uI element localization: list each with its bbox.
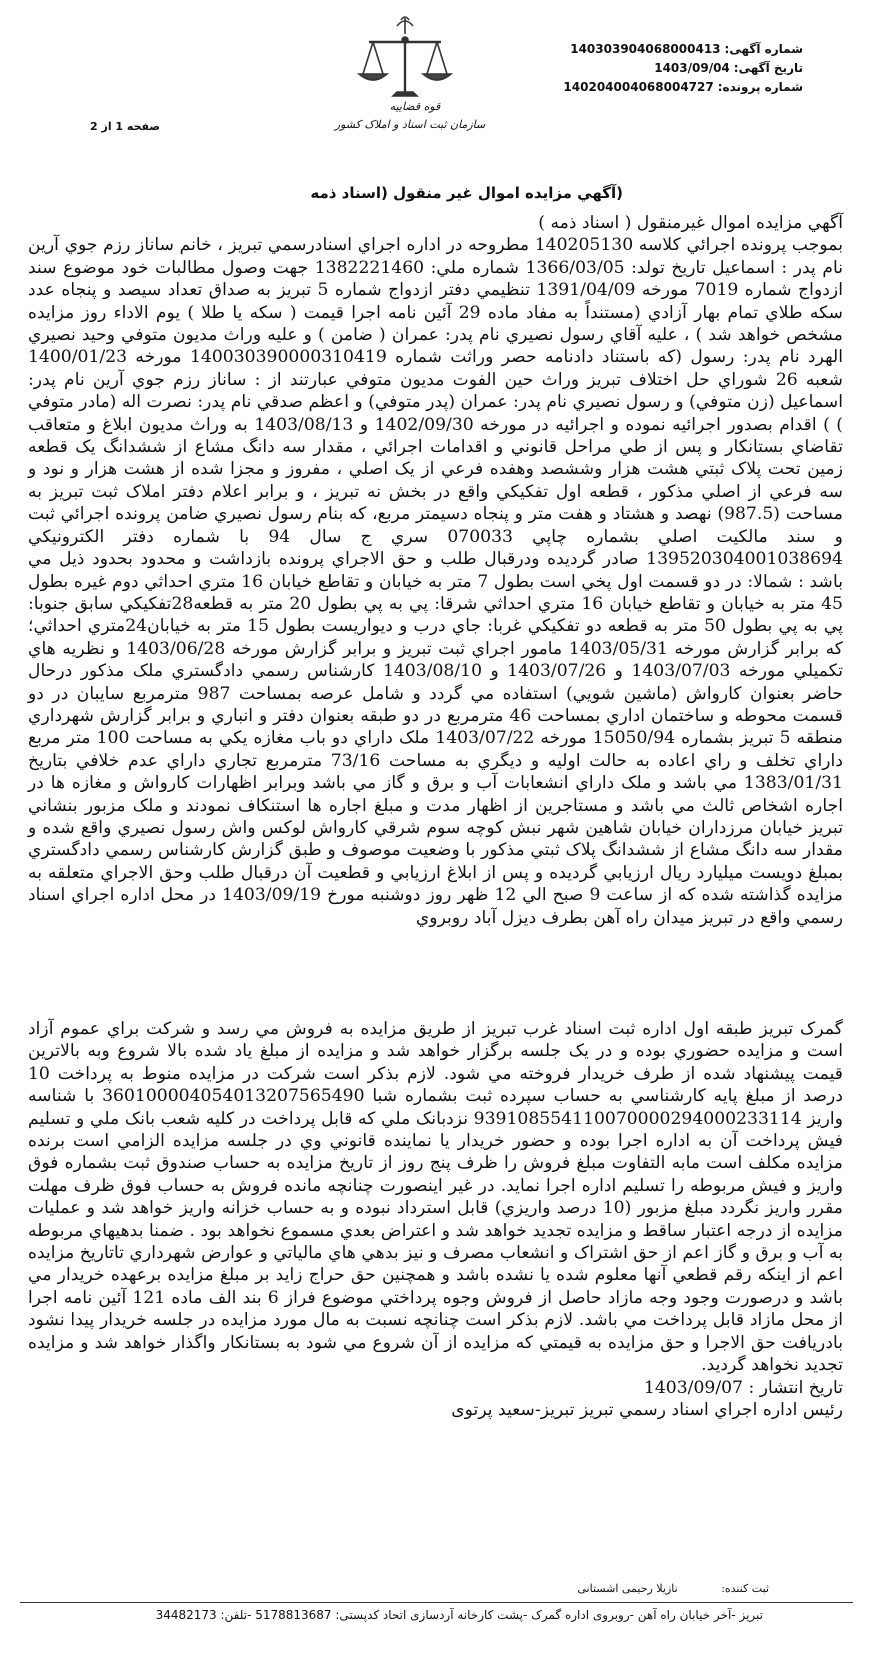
ad-date-label: تاریخ آگهی: <box>733 61 803 75</box>
notice-main-paragraph: بموجب پرونده اجرائي کلاسه 140205130 مطروحه در اداره اجراي اسنادرسمي تبريز ، خانم ساناز رزم جوي آرين نام پدر : اسماعيل تاريخ تولد: 1366/03/05 شماره ملي: 1382221460 جهت وصول مطالبات خود موضوع سند ازدواج شماره 7019 مورخه 1391/04/09 تنظيمي دفتر ازدواج شماره 5 تبريز به صداق تعداد سيصد و پنجاه عدد سکه طلاي تمام بهار آزادي (مستنداً به مفاد ماده 29 آئين نامه اجرا قيمت ( سکه يا طلا ) يوم الاداء روز مزايده مشخص خواهد شد ) ، عليه آقاي رسول نصيري نام پدر: عمران ( ضامن ) و عليه وراث مديون متوفي وحيد نصيري الهرد نام پدر: رسول (که باستناد دادنامه حصر وراثت شماره 140030390000310419 مورخه 1400/01/23 شعبه 26 شوراي حل اختلاف تبريز وراث حين الفوت مديون متوفي عبارتند از : ساناز رزم جوي آرين نام پدر: اسماعيل (زن متوفي) و رسول نصيري نام پدر: عمران (پدر متوفي) و اعظم صدقي نام پدر: نصرت اله (مادر متوفي ) ) اقدام بصدور اجرائيه نموده و اجرائيه در مورخه 1402/09/30 و 1403/08/13 به وراث مديون ابلاغ و متعاقب تقاضاي بستانکار و پس از طي مراحل قانوني و اقدامات اجرائي ، مقدار سه دانگ مشاع از ششدانگ يک قطعه زمين تحت پلاک ثبتي هشت هزار وششصد وهفده فرعي از يک اصلي ، مفروز و مجزا شده از هشت هزار و نود و سه فرعي از اصلي مذکور ، قطعه اول تفکيکي واقع در بخش نه تبريز ، و برابر اعلام دفتر املاک ثبت تبريز به مساحت (987.5) نهصد و هشتاد و هفت متر و پنجاه دسيمتر مربع، که بنام رسول نصيري ضامن پرونده اجرائي ثبت و سند مالکيت اصلي بشماره چاپي 070033 سري ج سال 94 با شماره دفتر الکترونيکي 139520304001038694 صادر گرديده ودرقبال طلب و حق الاجراي پرونده بازداشت و محدود بحدود ذيل مي باشد : شمالا: در دو قسمت اول پخي است بطول 7 متر به خيابان و تقاطع خيابان 16 متري احداثي دوم غيره بطول 45 متر به خيابان و تقاطع خيابان 16 متري احداثي شرقا: پي به پي بطول 20 متر به قطعه28تفکيکي سابق جنوبا: پي به پي بطول 50 متر به قطعه دو تفکيکي غربا: جاي درب و ديواريست بطول 15 متر به خيابان24متري احداثي؛ که برابر گزارش مورخه 1403/05/31 مامور اجراي ثبت تبريز و برابر گزارش مورخه 1403/06/28 و نظريه هاي تکميلي مورخه 1403/07/03 و 1403/07/26 و 1403/08/10 کارشناس رسمي دادگستري ملک مذکور درحال حاضر بعنوان کارواش (ماشين شويي) استفاده مي گردد و شامل عرصه بمساحت 987 مترمربع سايبان در دو قسمت محوطه و ساختمان اداري بمساحت 46 مترمربع در دو طبقه بعنوان دفتر و انباري و برابر گزارش شهرداري منطقه 5 تبريز بشماره 15050/94 مورخه 1403/07/22 ملک داراي دو باب مغازه يکي به مساحت 100 متر مربع داراي تخلف و راي اعاده به حالت اوليه و ديگري به مساحت 73/16 مترمربع تجاري داراي عدم خلافي بتاريخ 1383/01/31 مي باشد و ملک داراي انشعابات آب و برق و گاز مي باشد وبرابر اظهارات کارواش و مغازه ها در اجاره اشخاص ثالث مي باشد و مستاجرين از اظهار مدت و مبلغ اجاره ها استنکاف نمودند و ملک مزبور بنشاني تبريز خيابان مرزداران خيابان شاهين شهر نبش کوچه سوم شرقي کارواش لوکس واش رسول نصيري واقع شده و مقدار سه دانگ مشاع از ششدانگ پلاک ثبتي مذکور با وضعيت موصوف و طبق گزارش کارشناس رسمي دادگستري بمبلغ دويست ميليارد ريال ارزيابي گرديده و پس از ابلاغ ارزيابي و قطعيت آن درقبال طلب وحق الاجراي متعلقه به مزايده گذاشته شده که از ساعت 9 صبح الي 12 ظهر روز دوشنبه مورخ 1403/09/19 در محل اداره اجراي اسناد رسمي واقع در تبريز ميدان راه آهن بطرف ديزل آباد روبروي <box>28 235 844 928</box>
ad-date: 1403/09/04 <box>654 61 730 75</box>
signature-line: رئيس اداره اجراي اسناد رسمي تبريز تبريز-سعيد پرتوی <box>451 1399 843 1420</box>
notice-terms-paragraph: گمرک تبريز طبقه اول اداره ثبت اسناد غرب تبريز از طريق مزايده به فروش مي رسد و شرکت براي عموم آزاد است و مزايده حضوري بوده و در يک جلسه برگزار خواهد شد و مزايده از مبلغ ياد شده بالا شروع وبه بالاترين قيمت پيشنهاد شده از طرف خريدار فروخته مي شود. لازم بذکر است شرکت در مزايده منوط به پرداخت 10 درصد از مبلغ پايه کارشناسي به حساب سپرده ثبت بشماره شبا 360100004054013207565490 با شناسه واريز 939108554110070000294000233114 نزدبانک ملي که قابل پرداخت در کليه شعب بانک ملي و تسليم فيش پرداخت آن به اداره اجرا بوده و حضور خريدار يا نماينده قانوني وي در جلسه مزايده الزامي است برنده مزايده مکلف است مابه التفاوت مبلغ فروش را ظرف پنج روز از تاريخ مزايده به حساب صندوق ثبت بشماره فوق واريز و فيش مربوطه را تسليم اداره اجرا نمايد. در غير اينصورت چنانچه مانده فروش به حساب فوق ظرف مهلت مقرر واريز نگردد مبلغ مزبور (10 درصد واريزي) قابل استرداد نبوده و به حساب خزانه واريز خواهد شد و عمليات مزايده از درجه اعتبار ساقط و مزايده تجديد خواهد شد و اعتراض بعدي مسموع نخواهد بود . ضمنا بدهيهاي مربوطه به آب و برق و گاز اعم از حق اشتراک و انشعاب مصرف و نيز بدهي هاي مالياتي و عوارض شهرداري تاتاريخ مزايده اعم از اينکه رقم قطعي آنها معلوم شده يا نشده باشد و همچنين حق حراج زايد بر مبلغ مزايده برعهده خريدار مي باشد و درصورت وجود وجه مازاد حاصل از فروش وجوه پرداختي موضوع فراز 6 بند الف ماده 121 آئين نامه اجرا از محل مازاد قابل پرداخت مي باشد. لازم بذکر است چنانچه نسبت به مال مورد مزايده در جلسه خريدار پيدا نشود بادريافت حق الاجرا و حق مزايده به قيمتي که مزايده از آن شروع مي شود به بستانکار واگذار خواهد شد و مزايده تجديد نخواهد گرديد. <box>28 1019 843 1376</box>
ad-date-row <box>463 59 803 78</box>
notice-intro: آگهي مزايده اموال غيرمنقول ( اسناد ذمه ) <box>538 213 843 233</box>
page-indicator: صفحه 1 از 2 <box>90 120 161 133</box>
judiciary-emblem-icon <box>345 12 465 132</box>
notice-title: (آگهي مزايده اموال غير منقول (اسناد ذمه <box>310 184 623 202</box>
ad-number-label: شماره آگهی: <box>724 42 803 56</box>
publication-date-label: تاريخ انتشار : <box>748 1377 843 1398</box>
ad-number: 140303904068000413 <box>570 42 721 56</box>
org-name-registration: سازمان ثبت اسناد و املاک کشور <box>334 118 486 131</box>
publication-date: 1403/09/07 <box>643 1377 743 1398</box>
publication-date-line <box>28 1377 843 1399</box>
org-name-judiciary: قوه قضاییه <box>389 100 441 113</box>
ad-number-row <box>463 40 803 59</box>
case-number-label: شماره پرونده: <box>717 80 803 94</box>
registrar <box>577 1582 769 1595</box>
registrar-label: ثبت کننده: <box>721 1582 769 1595</box>
notice-body <box>28 212 843 929</box>
registrar-name: نازیلا رحیمی اشستانی <box>577 1582 678 1595</box>
footer-address: تبریز -آخر خیابان راه آهن -روبروی اداره گمرک -پشت کارخانه آردسازی اتحاد کدپستی: 5178813687 -تلفن: 34482173 <box>155 1608 763 1622</box>
notice-meta <box>463 40 803 97</box>
notice-terms <box>28 1018 843 1421</box>
case-number: 140204004068004727 <box>563 80 714 94</box>
case-number-row <box>463 78 803 97</box>
footer-divider <box>20 1602 853 1603</box>
